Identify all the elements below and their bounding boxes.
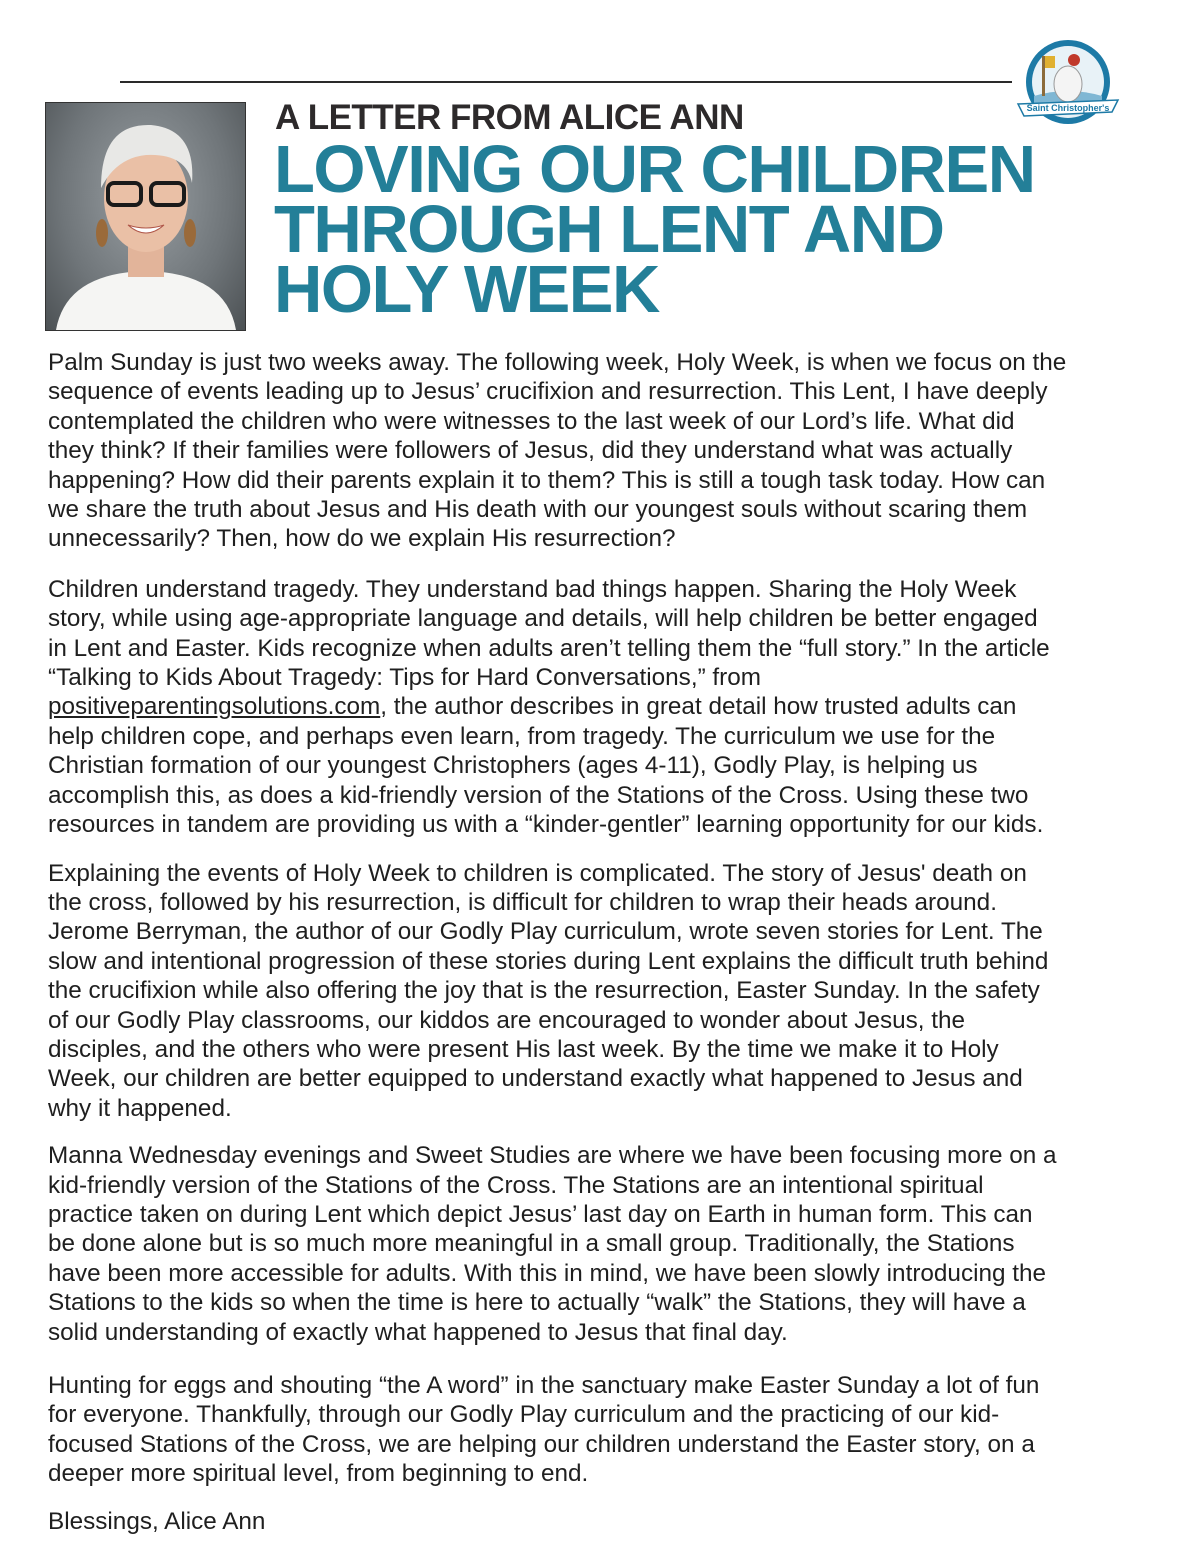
- title-line: LOVING OUR CHILDREN: [274, 132, 1035, 207]
- svg-text:Saint Christopher's: Saint Christopher's: [1026, 103, 1110, 113]
- text-line: Christian formation of our youngest Christophers (ages 4-11), Godly Play, is helping us: [48, 752, 978, 780]
- text-line: help children cope, and perhaps even learn, from tragedy. The curriculum we use for the: [48, 722, 996, 750]
- text-line: have been more accessible for adults. With this in mind, we have been slowly introducing the: [48, 1259, 1047, 1287]
- text-line: sequence of events leading up to Jesus’ crucifixion and resurrection. This Lent, I have deeply: [48, 378, 1048, 406]
- text-line: contemplated the children who were witnesses to the last week of our Lord’s life. What did: [48, 407, 1015, 435]
- title-line: HOLY WEEK: [274, 252, 659, 327]
- article-link[interactable]: positiveparentingsolutions.com: [48, 693, 381, 721]
- text-line: accomplish this, as does a kid-friendly version of the Stations of the Cross. Using these two: [48, 781, 1029, 809]
- header-rule: [120, 81, 1012, 83]
- text-line: happening? How did their parents explain it to them? This is still a tough task today. How can: [48, 466, 1046, 494]
- text-line-with-link: [48, 692, 1168, 721]
- text-line: Hunting for eggs and shouting “the A word” in the sanctuary make Easter Sunday a lot of fun: [48, 1372, 1040, 1399]
- title-line: THROUGH LENT AND: [274, 192, 944, 267]
- text-line: of our Godly Play classrooms, our kiddos are encouraged to wonder about Jesus, the: [48, 1006, 966, 1034]
- letter-kicker: A LETTER FROM ALICE ANN: [275, 98, 744, 137]
- text-line: the crucifixion while also offering the joy that is the resurrection, Easter Sunday. In the safety: [48, 977, 1040, 1005]
- signature: [48, 1507, 1168, 1536]
- text-line: they think? If their families were followers of Jesus, did they understand what was actually: [48, 437, 1013, 465]
- text-line: story, while using age-appropriate language and details, will help children be better engaged: [48, 605, 1038, 633]
- paragraph: [48, 1141, 1168, 1347]
- paragraph: [48, 575, 1168, 840]
- text-line: Jerome Berryman, the author of our Godly Play curriculum, wrote seven stories for Lent. The: [48, 918, 1043, 946]
- text-line: why it happened.: [48, 1094, 232, 1122]
- paragraph: [48, 348, 1168, 554]
- paragraph: [48, 1371, 1168, 1489]
- saint-christophers-logo: [1012, 38, 1124, 138]
- text-line: the cross, followed by his resurrection, is difficult for children to wrap their heads around.: [48, 888, 997, 916]
- text-line: deeper more spiritual level, from beginning to end.: [48, 1460, 589, 1488]
- letter-body: [48, 348, 1168, 1536]
- text-line: Children understand tragedy. They understand bad things happen. Sharing the Holy Week: [48, 575, 1017, 603]
- text-line: kid-friendly version of the Stations of the Cross. The Stations are an intentional spiritual: [48, 1171, 984, 1199]
- text-line: “Talking to Kids About Tragedy: Tips for Hard Conversations,” from: [48, 664, 762, 692]
- text-line: Manna Wednesday evenings and Sweet Studies are where we have been focusing more on a: [48, 1142, 1057, 1170]
- text-line: Week, our children are better equipped to understand exactly what happened to Jesus and: [48, 1065, 1023, 1093]
- text-line-rest: , the author describes in great detail how trusted adults can: [380, 693, 1017, 721]
- text-line: unnecessarily? Then, how do we explain His resurrection?: [48, 525, 676, 553]
- text-line: we share the truth about Jesus and His death with our youngest souls without scaring them: [48, 496, 1028, 524]
- author-photo: [45, 102, 246, 331]
- page-title: [274, 132, 1035, 327]
- text-line: Palm Sunday is just two weeks away. The following week, Holy Week, is when we focus on the: [48, 349, 1067, 376]
- paragraph: [48, 859, 1168, 1124]
- text-line: in Lent and Easter. Kids recognize when adults aren’t telling them the “full story.” In the article: [48, 634, 1050, 662]
- text-line: for everyone. Thankfully, through our Godly Play curriculum and the practicing of our kid-: [48, 1401, 1000, 1429]
- text-line: practice taken on during Lent which depict Jesus’ last day on Earth in human form. This can: [48, 1200, 1033, 1228]
- text-line: be done alone but is so much more meaningful in a small group. Traditionally, the Stations: [48, 1230, 1015, 1258]
- text-line: Stations to the kids so when the time is here to actually “walk” the Stations, they will have a: [48, 1289, 1026, 1317]
- text-line: disciples, and the others who were present His last week. By the time we make it to Holy: [48, 1035, 999, 1063]
- text-line: focused Stations of the Cross, we are helping our children understand the Easter story, on a: [48, 1430, 1035, 1458]
- text-line: Explaining the events of Holy Week to children is complicated. The story of Jesus' death on: [48, 859, 1027, 887]
- text-line: resources in tandem are providing us with a “kinder-gentler” learning opportunity for our kids.: [48, 811, 1044, 839]
- text-line: slow and intentional progression of these stories during Lent explains the difficult truth behind: [48, 947, 1049, 975]
- text-line: Blessings, Alice Ann: [48, 1507, 266, 1535]
- text-line: solid understanding of exactly what happened to Jesus that final day.: [48, 1318, 788, 1346]
